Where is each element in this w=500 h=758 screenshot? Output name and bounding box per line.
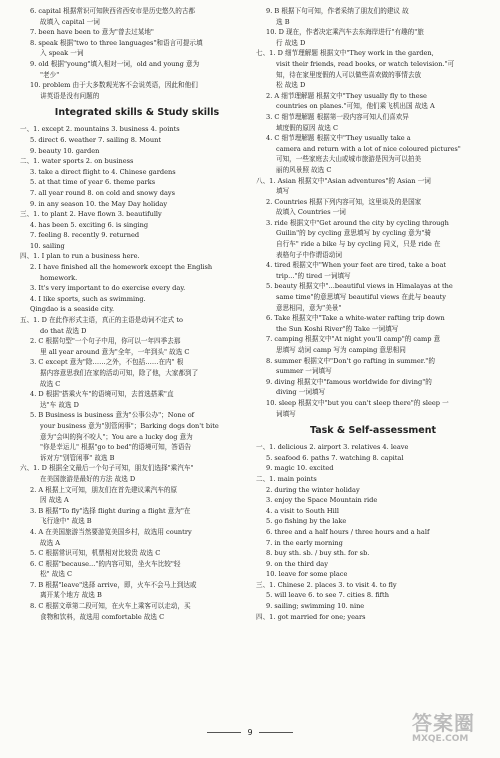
answer-line: 故填入 capital 一词 [40, 17, 100, 26]
answer-line: 3. ride 根据文中"Get around the city by cycling through [266, 218, 449, 227]
answer-line: 故选 A [40, 538, 61, 547]
answer-line: "老少" [40, 70, 60, 79]
answer-line: countries on planes."可知，他们乘飞机出国 故选 A [276, 102, 435, 111]
answer-line: 词填写 [276, 409, 296, 418]
answer-line: 7. all year round 8. on cold and snowy days [30, 188, 175, 197]
answer-line: 10. sailing [30, 241, 65, 250]
answer-line: 二、1. main points [256, 474, 317, 483]
answer-line: 入 speak 一词 [40, 49, 84, 58]
answer-line: 里 all year around 意为"全年，一年到头" 故选 C [40, 347, 190, 356]
answer-line: "你是幸运儿" 根据"go to bed"的语境可知，答语告 [40, 443, 192, 452]
answer-line: 二、1. water sports 2. on business [20, 157, 134, 166]
answer-line: 4. I like sports, such as swimming. [30, 294, 146, 303]
answer-line: homework. [40, 273, 78, 282]
answer-line: 3. C 细节理解题 根据第一段内容可知人们喜欢异 [266, 112, 409, 121]
answer-line: do that 故选 D [40, 326, 87, 335]
answer-line: camera and return with a lot of nice coloured pictures" [276, 144, 461, 153]
answer-line: 3. B 根据"To fly"选择 flight during a flight 意为"在 [30, 506, 191, 515]
answer-line: 2. Countries 根据下列内容可知，这里谈及的是国家 [266, 197, 422, 206]
section-heading-task-self-assessment: Task & Self-assessment [309, 425, 437, 437]
answer-line: 据内容意思我们在家的活动可知，除了他，大家都到了 [40, 369, 199, 377]
left-column [20, 6, 254, 622]
answer-line: 8. speak 根据"two to three languages"和语言可提示填 [30, 38, 203, 47]
answer-line: 5. at that time of year 6. theme parks [30, 178, 156, 187]
answer-line: 7. B 根据"leave"选择 arrive，即，火车不会马上到达或 [30, 580, 197, 589]
answer-line: 6. C 根据"because..."的内容可知，坐火车比较"轻 [30, 559, 181, 568]
answer-line: 9. beauty 10. garden [30, 146, 100, 155]
answer-line: 3. C except 意为"除……之外，不包括……在内" 根 [30, 358, 184, 367]
section-heading-integrated-skills: Integrated skills & Study skills [54, 107, 220, 119]
right-column [256, 6, 490, 622]
answer-line: the Sun Koshi River"的 Take 一词填写 [276, 324, 399, 333]
answer-line: 一、1. delicious 2. airport 3. relatives 4. leave [256, 443, 409, 452]
answer-line: 松 故选 D [276, 81, 306, 90]
answer-line: 离开某个地方 故选 B [40, 591, 102, 600]
answer-line: diving 一词填写 [276, 388, 326, 397]
answer-line: 5. direct 6. weather 7. sailing 8. Mount [30, 135, 161, 144]
answer-line: 七、1. D 细节理解题 根据文中"They work in the garden, [256, 49, 434, 58]
answer-line: 意为"会叫的狗不咬人"；You are a lucky dog 意为 [40, 432, 193, 441]
answer-line: 3. It's very important to do exercise every day. [30, 284, 186, 293]
answer-line: 丽的风景照 故选 C [276, 165, 332, 174]
answer-line: 6. three and a half hours / three hours and a half [266, 527, 430, 536]
answer-line: 7. feeling 8. recently 9. returned [30, 231, 140, 240]
answer-line: 3. take a direct flight to 4. Chinese gardens [30, 167, 176, 176]
answer-line: 7. been have been to 意为"曾去过某地" [30, 28, 154, 37]
answer-line: 可知，一些家庭去大山或城市旅游是因为可以拍美 [276, 155, 422, 164]
watermark-url: MXQE.COM [412, 734, 469, 744]
answer-line: 4. tired 根据文中"When your feet are tired, take a boat [266, 261, 447, 270]
answer-line: 5. seafood 6. paths 7. watching 8. capital [266, 453, 404, 462]
answer-line: 2. C 根据句型"一个句子中用，你可以一年四季去那 [30, 337, 181, 346]
answer-line: 4. C 细节理解题 根据文中"They usually take a [266, 134, 411, 143]
answer-line: 9. B 根据下句可知，作者采纳了朋友们的建议 故 [266, 7, 409, 15]
answer-line: trip..."的 tired 一词填写 [276, 271, 351, 280]
answer-line: 10. leave for some place [266, 570, 348, 579]
answer-line: 因 故选 A [40, 496, 69, 505]
answer-line: 5. go fishing by the lake [266, 517, 347, 526]
answer-line: 4. has been 5. exciting 6. is singing [30, 220, 149, 229]
answer-line: 9. in any season 10. the May Day holiday [30, 199, 168, 208]
answer-line: Qingdao is a seaside city. [30, 305, 115, 314]
answer-line: 食物和饮料，故选用 comfortable 故选 C [40, 612, 165, 621]
answer-line: 选 B [276, 17, 290, 26]
answer-line: 意思相同，意为"美景" [276, 303, 342, 312]
answer-line: 故选 C [40, 379, 61, 388]
answer-line: 域度假的原因 故选 C [276, 123, 338, 132]
answer-line: your business 意为"别管闲事"；Barking dogs don't bite [40, 421, 219, 430]
answer-line: summer 一词填写 [276, 367, 332, 376]
answer-line: 9. magic 10. excited [266, 464, 334, 473]
page-number-rule-left [207, 732, 241, 733]
answer-line: 六、1. D 根据全文最后一个句子可知，朋友们选择"乘汽车" [20, 464, 194, 473]
answer-line: 10. sleep 根据文中"but you can't sleep there"的 sleep 一 [266, 398, 449, 407]
answer-line: Guilin"的 by cycling 意思填写 by cycling 意为"骑 [276, 229, 431, 238]
answer-line: same time"的意思填写 beautiful views 在此与 beauty [276, 293, 446, 302]
answer-line: 9. diving 根据文中"famous worldwide for diving"的 [266, 377, 432, 386]
answer-line: 诉对方"别管闲事" 故选 B [40, 453, 115, 462]
answer-line: 四、1. got married for one; years [256, 612, 366, 621]
answer-line: 三、1. to plant 2. Have flown 3. beautifully [20, 210, 162, 219]
answer-line: 7. in the early morning [266, 538, 343, 547]
answer-line: 4. D 根据"搭乘火车"的语境可知，去首选搭乘"直 [30, 390, 174, 399]
answer-line: 7. camping 根据文中"At night you'll camp"的 camp 意 [266, 335, 441, 344]
answer-line: 5. C 根据常识可知，机票相对比较贵 故选 C [30, 549, 161, 558]
answer-line: 四、1. I plan to run a business here. [20, 252, 140, 261]
answer-line: 9. sailing; swimming 10. nine [266, 602, 365, 611]
answer-line: 松" 故选 C [40, 570, 73, 579]
answer-line: 2. A 根据上文可知，朋友们在首先建议乘汽车的原 [30, 485, 178, 494]
answer-line: 自行车" ride a bike 与 by cycling 同义，只是 ride 在 [276, 240, 441, 249]
answer-line: 8. buy sth. sb. / buy sth. for sb. [266, 549, 370, 558]
answer-line: 2. I have finished all the homework except the English [30, 263, 213, 272]
answer-line: 讲英语是没有问题的 [40, 91, 100, 100]
answer-line: 4. A 在美国旅游当然要游览美国乡村，故选用 country [30, 527, 192, 536]
answer-line: 知，待在家里度假的人可以做些喜欢做的事情去放 [276, 70, 422, 79]
answer-line: 填写 [276, 187, 290, 196]
right-answers-block [256, 442, 490, 622]
watermark-logo [412, 712, 494, 752]
answer-line: 9. on the third day [266, 559, 328, 568]
answer-line: 2. during the winter holiday [266, 485, 360, 494]
answer-line: 2. A 细节理解题 根据文中"They usually fly to these [266, 91, 427, 100]
left-answers-block [20, 124, 254, 622]
answer-line: 10. D 现在，作者决定乘汽车去东海岸进行"有趣的"旅 [266, 28, 424, 37]
answer-line: visit their friends, read books, or watch television."可 [276, 59, 455, 68]
answer-line: 飞行途中" 故选 B [40, 517, 92, 526]
answer-line: 五、1. D 在此作形式主语，真正的主语是动词不定式 to [20, 316, 183, 325]
answer-line: 10. problem 由于大多数观光客不会说英语，因此和他们 [30, 81, 198, 90]
answer-line: 9. old 根据"young"填入相对一词，old and young 意为 [30, 59, 200, 68]
answer-line: 4. a visit to South Hill [266, 506, 340, 515]
left-top-block [20, 6, 254, 101]
page-number-rule-right [259, 732, 293, 733]
answer-line: 思填写 动词 camp 写为 camping 意思相同 [276, 346, 406, 354]
answer-line: 5. will leave 6. to see 7. cities 8. fifth [266, 591, 389, 600]
answer-line: 5. B Business is business 意为"公事公办"；None of [30, 411, 195, 420]
answer-line: 3. enjoy the Space Mountain ride [266, 496, 378, 505]
answer-line: 在美国旅游是最好的方法 故选 D [40, 474, 136, 483]
answer-line: 达"车 故选 D [40, 400, 79, 409]
answer-line: 表格句子中作谓语动词 [276, 250, 342, 259]
answer-line: 故填入 Countries 一词 [276, 208, 346, 217]
answer-line: 6. capital 根据常识可知陕西省西安市是历史悠久的古都 [30, 7, 196, 15]
page-number-value: 9 [247, 728, 253, 737]
answer-line: 三、1. Chinese 2. places 3. to visit 4. to fly [256, 580, 397, 589]
answer-line: 6. Take 根据文中"Take a white-water rafting trip down [266, 314, 445, 323]
watermark-logo-text: 答案圈 [412, 711, 475, 735]
answer-line: 8. C 根据文章第二段可知，在火车上乘客可以走动，买 [30, 602, 191, 611]
answer-line: 5. beauty 根据文中"...beautiful views in Himalayas at the [266, 282, 453, 291]
answer-line: 行 故选 D [276, 38, 306, 47]
answer-line: 八、1. Asian 根据文中"Asian adventures"的 Asian 一词 [256, 176, 431, 185]
answer-line: 8. summer 根据文中"Don't go rafting in summer."的 [266, 356, 435, 365]
answer-line: 一、1. except 2. mountains 3. business 4. points [20, 125, 180, 134]
right-top-block [256, 6, 490, 419]
